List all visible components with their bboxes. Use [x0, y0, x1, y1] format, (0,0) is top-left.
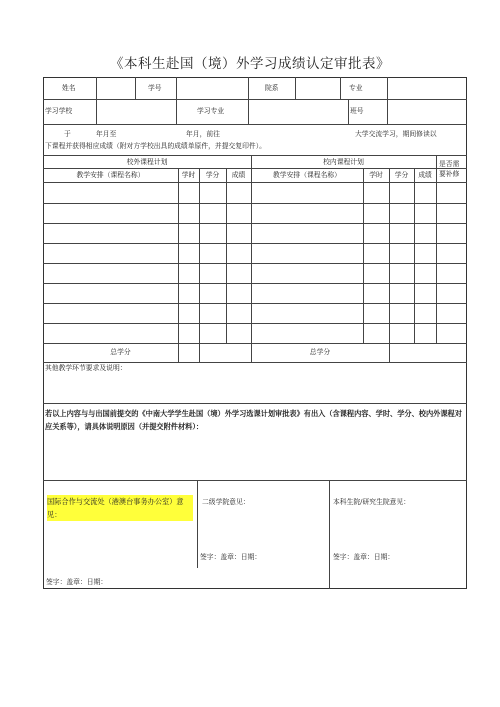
row-divider	[43, 303, 467, 304]
intro-exchange: 大学交流学习，期间修读以	[355, 130, 437, 138]
col-divider	[197, 480, 198, 568]
col-divider	[226, 168, 227, 343]
col-divider	[436, 155, 437, 343]
col-divider	[387, 77, 388, 99]
row-divider	[43, 223, 467, 224]
label-department: 院系	[265, 84, 279, 92]
col-divider	[363, 168, 364, 343]
col-internal-credits: 学分	[394, 171, 409, 179]
row-divider	[43, 323, 467, 324]
col-divider	[176, 99, 177, 124]
col-external-grade: 成绩	[231, 171, 246, 179]
row-divider	[43, 362, 467, 363]
header-internal-plan: 校内课程计划	[323, 158, 364, 166]
col-divider	[329, 480, 330, 589]
intro-line2: 下课程并获得相应成绩（附对方学校出具的成绩单原件，并提交复印件）。	[45, 142, 266, 150]
header-need-makeup-2: 要补修	[439, 170, 460, 178]
col-divider	[348, 99, 349, 124]
undergrad-opinion: 本科生院/研究生院意见：	[333, 498, 411, 506]
row-divider	[43, 243, 467, 244]
col-divider	[96, 99, 97, 124]
other-requirements-label: 其他教学环节要求及说明：	[45, 364, 127, 372]
total-credits-external: 总学分	[110, 348, 131, 356]
label-major: 专业	[349, 84, 363, 92]
intro-from-date: 年月至	[96, 130, 117, 138]
col-divider	[248, 77, 249, 99]
col-internal-hours: 学时	[369, 171, 383, 179]
header-need-makeup-1: 是否需	[439, 160, 460, 168]
col-divider	[199, 168, 200, 362]
college-signature: 签字：盖章：日期：	[200, 553, 262, 561]
col-divider	[389, 168, 390, 362]
row-divider	[43, 403, 467, 404]
col-external-hours: 学时	[181, 171, 196, 179]
label-student-id: 学号	[148, 84, 162, 92]
col-divider	[176, 77, 177, 99]
col-divider	[414, 168, 415, 343]
total-credits-internal: 总学分	[309, 348, 331, 356]
row-divider	[43, 182, 467, 183]
col-divider	[178, 168, 179, 362]
college-opinion: 二级学院意见：	[202, 498, 250, 506]
row-divider	[43, 343, 467, 344]
row-divider	[43, 283, 467, 284]
col-divider	[387, 99, 388, 124]
page-title: 《本科生赴国（境）外学习成绩认定审批表》	[110, 56, 390, 72]
label-study-major: 学习专业	[197, 107, 225, 115]
discrepancy-statement: 若以上内容与与出国前提交的《中南大学学生赴国（境）外学习选课计划审批表》有出入（含课程内容、学时、学分、校内外课程对应关系等），请具体说明原因（并提交附件材料）：	[45, 409, 462, 431]
col-divider	[295, 77, 296, 99]
row-divider	[43, 168, 467, 169]
intro-to-date: 年月，前往	[186, 130, 220, 138]
col-divider	[340, 77, 341, 99]
label-study-school: 学习学校	[45, 107, 73, 115]
header-external-plan: 校外课程计划	[126, 158, 168, 166]
row-divider	[43, 480, 467, 481]
label-name: 姓名	[62, 84, 76, 92]
row-divider	[43, 155, 467, 156]
col-internal-arrangement: 教学安排（课程名称）	[273, 171, 341, 179]
col-divider	[248, 99, 249, 124]
intl-office-opinion: 国际合作与交流处（港澳台事务办公室）意见：	[47, 495, 193, 521]
undergrad-signature: 签字：盖章：日期：	[333, 553, 395, 561]
row-divider	[43, 124, 467, 125]
label-class: 班号	[350, 107, 364, 115]
row-divider	[43, 99, 467, 100]
intl-office-signature: 签字：盖章：日期：	[46, 578, 108, 586]
col-external-arrangement: 教学安排（课程名称）	[76, 171, 145, 179]
col-divider	[96, 77, 97, 99]
row-divider	[43, 203, 467, 204]
intro-yu: 于	[64, 130, 71, 138]
col-external-credits: 学分	[205, 171, 220, 179]
col-internal-grade: 成绩	[418, 171, 432, 179]
col-divider	[135, 77, 136, 99]
col-divider	[251, 155, 252, 362]
row-divider	[43, 263, 467, 264]
